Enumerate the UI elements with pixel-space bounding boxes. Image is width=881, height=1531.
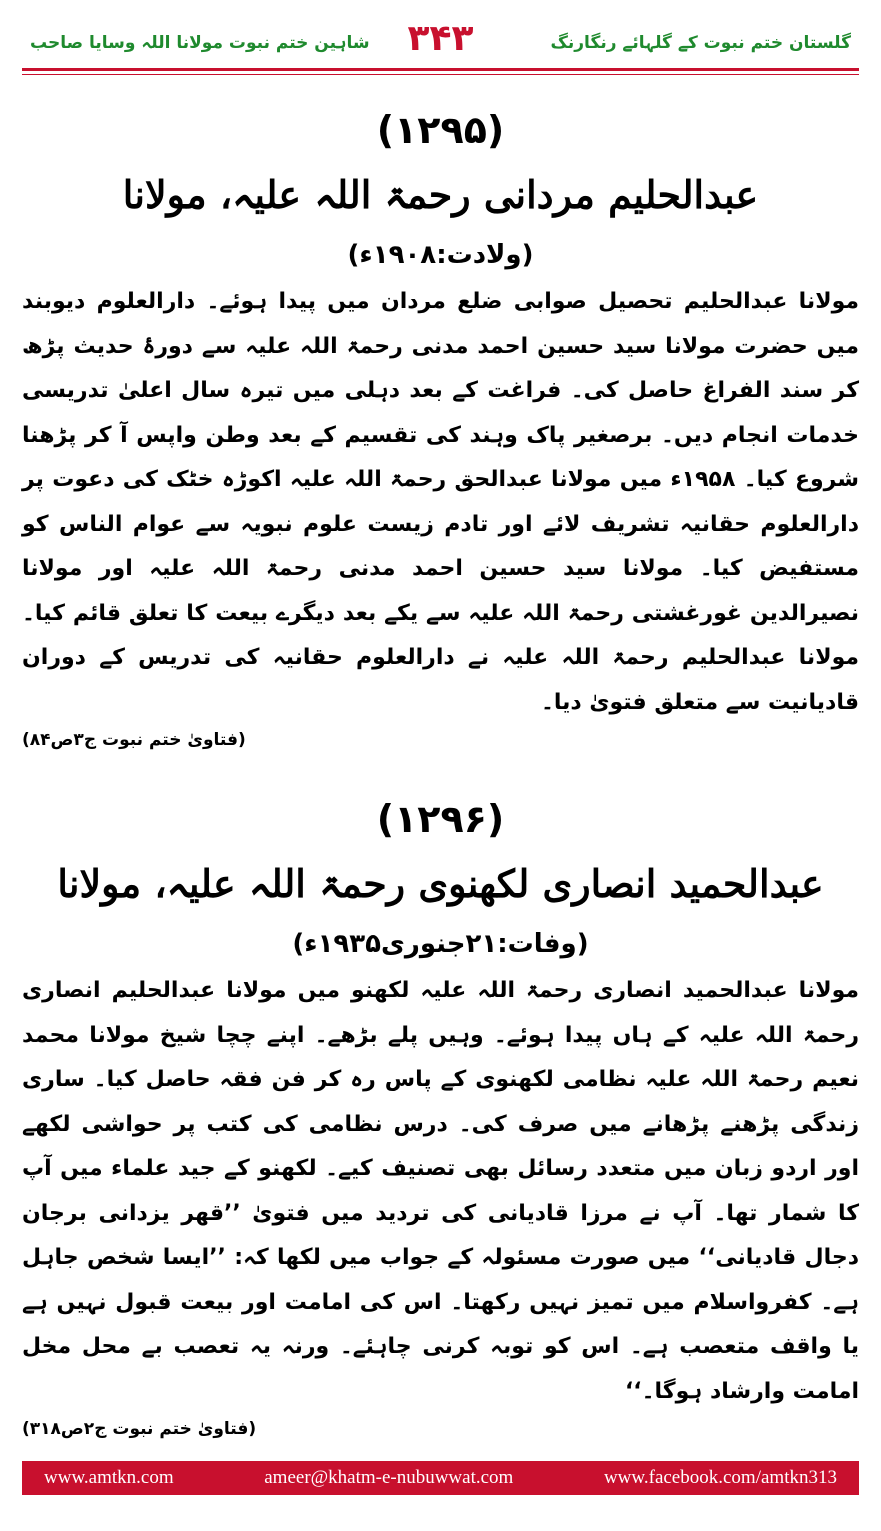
entry-title: عبدالحلیم مردانی رحمۃ اللہ علیہ، مولانا bbox=[122, 172, 759, 217]
footer-email-link[interactable]: ameer@khatm-e-nubuwwat.com bbox=[264, 1467, 514, 1488]
entry-number: (۱۲۹۶) bbox=[376, 797, 505, 841]
entry-reference: (فتاویٰ ختم نبوت ج۲ص۳۱۸) bbox=[22, 1419, 257, 1439]
page-footer bbox=[22, 1461, 859, 1495]
entry-date: (ولادت:۱۹۰۸ء) bbox=[347, 240, 534, 270]
header-book-title: گلستان ختم نبوت کے گلہائے رنگارنگ bbox=[550, 33, 851, 53]
entry bbox=[22, 789, 859, 1444]
page-content bbox=[22, 100, 859, 1444]
entry-title: عبدالحمید انصاری لکھنوی رحمۃ اللہ علیہ، مولانا bbox=[57, 861, 824, 906]
entry-paragraph: مولانا عبدالحلیم تحصیل صوابی ضلع مردان میں پیدا ہوئے۔ دارالعلوم دیوبند میں حضرت مولانا سید حسین احمد مدنی رحمۃ اللہ علیہ سے دورۂ حدیث پڑھ کر سند الفراغ حاصل کی۔ فراغت کے بعد دہلی میں تیرہ سال اعلیٰ تدریسی خدمات انجام دیں۔ برصغیر پاک وہند کی تقسیم کے بعد وطن واپس آ کر پڑھنا شروع کیا۔ ۱۹۵۸ء میں مولانا عبدالحق رحمۃ اللہ علیہ اکوڑہ خٹک کی دعوت پر دارالعلوم حقانیہ تشریف لائے اور تادم زیست علوم نبویہ سے عوام الناس کو مستفیض کیا۔ مولانا سید حسین احمد مدنی رحمۃ اللہ علیہ اور مولانا نصیرالدین غورغشتی رحمۃ اللہ علیہ سے یکے بعد دیگرے بیعت کا تعلق قائم کیا۔ مولانا عبدالحلیم رحمۃ اللہ علیہ نے دارالعلوم حقانیہ کی تدریس کے دوران قادیانیت سے متعلق فتویٰ دیا۔ bbox=[22, 289, 859, 715]
page-header bbox=[22, 18, 859, 70]
page-number: ۳۴۳ bbox=[407, 18, 474, 59]
header-author: شاہین ختم نبوت مولانا اللہ وسایا صاحب bbox=[30, 33, 370, 53]
entry-number: (۱۲۹۵) bbox=[376, 108, 505, 152]
header-divider bbox=[22, 68, 859, 71]
entry bbox=[22, 100, 859, 755]
entry-paragraph: مولانا عبدالحمید انصاری رحمۃ اللہ علیہ لکھنو میں مولانا عبدالحلیم انصاری رحمۃ اللہ علیہ کے ہاں پیدا ہوئے۔ وہیں پلے بڑھے۔ اپنے چچا شیخ مولانا محمد نعیم رحمۃ اللہ علیہ نظامی لکھنوی کے پاس رہ کر فن فقہ حاصل کیا۔ ساری زندگی پڑھنے پڑھانے میں صرف کی۔ درس نظامی کی کتب پر حواشی لکھے اور اردو زبان میں متعدد رسائل بھی تصنیف کیے۔ لکھنو کے جید علماء میں آپ کا شمار تھا۔ آپ نے مرزا قادیانی کی تردید میں فتویٰ ’’قھر یزدانی برجان دجال قادیانی‘‘ میں صورت مسئولہ کے جواب میں لکھا کہ: ’’ایسا شخص جاہل ہے۔ کفرواسلام میں تمیز نہیں رکھتا۔ اس کی امامت اور بیعت قبول نہیں ہے یا واقف متعصب ہے۔ اس کو توبہ کرنی چاہئے۔ ورنہ یہ تعصب بے محل مخل امامت وارشاد ہوگا۔‘‘ bbox=[22, 978, 859, 1404]
entry-date: (وفات:۲۱جنوری۱۹۳۵ء) bbox=[292, 929, 589, 959]
footer-facebook-link[interactable]: www.facebook.com/amtkn313 bbox=[603, 1467, 837, 1488]
entry-reference: (فتاویٰ ختم نبوت ج۳ص۸۴) bbox=[22, 730, 246, 750]
footer-website-link[interactable]: www.amtkn.com bbox=[44, 1467, 174, 1488]
header-divider-thin bbox=[22, 74, 859, 75]
